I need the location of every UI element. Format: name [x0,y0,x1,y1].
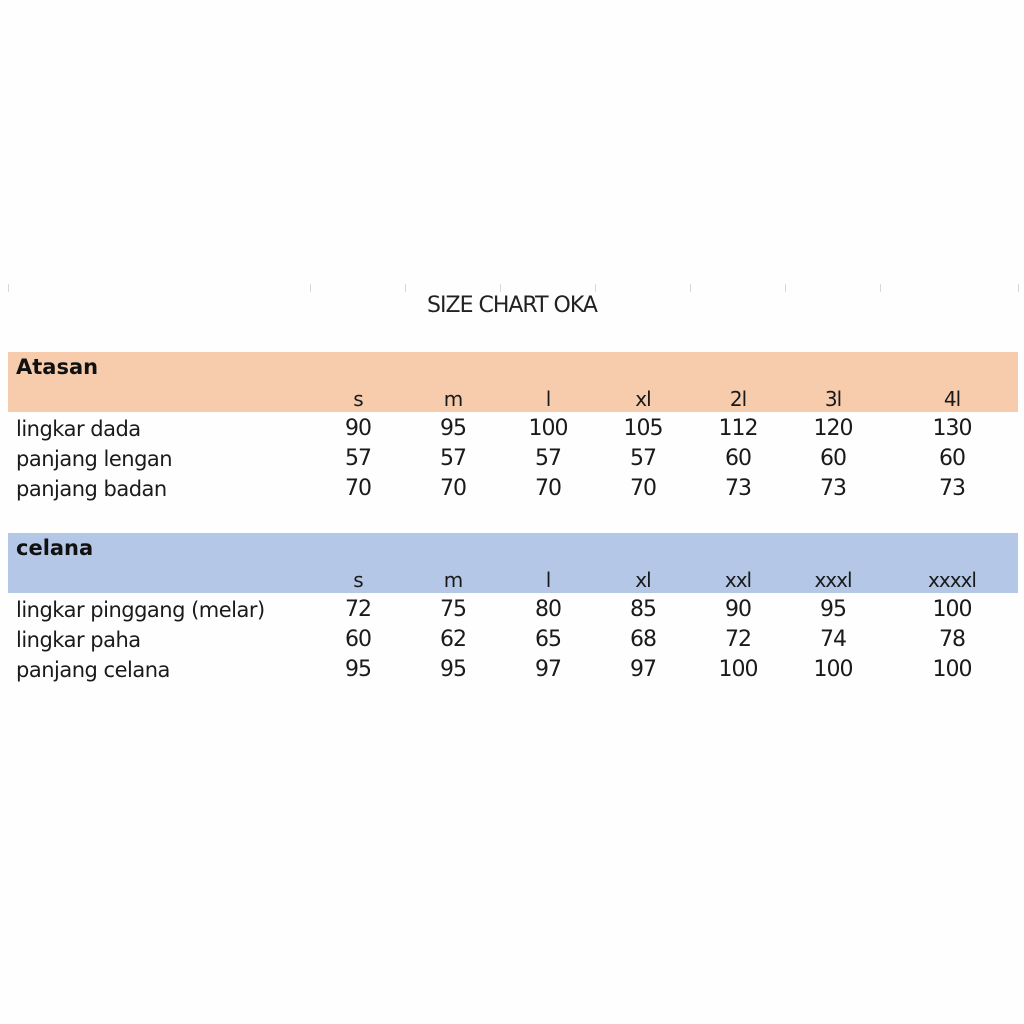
size-header: s [353,568,363,592]
table-cell: 73 [725,476,751,501]
table-cell: 57 [535,446,561,471]
table-cell: 90 [725,597,751,622]
table-row [8,595,1018,625]
table-row [8,474,1018,504]
table-cell: 78 [939,627,965,652]
table-cell: 100 [813,657,853,682]
size-header: 3l [824,387,842,411]
row-label: lingkar dada [16,417,141,441]
column-mark [8,284,9,292]
table-cell: 60 [725,446,751,471]
size-header: m [443,568,463,592]
table-cell: 57 [440,446,466,471]
table-cell: 80 [535,597,561,622]
table-cell: 105 [623,416,663,441]
table-cell: 97 [630,657,656,682]
row-label: panjang lengan [16,447,173,471]
table-cell: 100 [718,657,758,682]
size-header: 2l [729,387,747,411]
table-cell: 74 [820,627,846,652]
table-cell: 60 [345,627,371,652]
size-header: xxl [724,568,752,592]
column-mark [880,284,881,292]
table-cell: 100 [528,416,568,441]
row-label: panjang badan [16,477,167,501]
table-cell: 95 [345,657,371,682]
table-cell: 95 [440,416,466,441]
table-cell: 62 [440,627,466,652]
section-title: celana [16,536,94,560]
size-header: s [353,387,363,411]
table-cell: 75 [440,597,466,622]
table-cell: 90 [345,416,371,441]
table-cell: 68 [630,627,656,652]
column-mark [595,284,596,292]
size-header: 4l [943,387,961,411]
column-mark [690,284,691,292]
table-cell: 95 [440,657,466,682]
table-cell: 57 [345,446,371,471]
size-header: xxxxl [928,568,976,592]
table-cell: 120 [813,416,853,441]
size-header: l [545,568,551,592]
row-label: lingkar pinggang (melar) [16,598,265,622]
table-cell: 112 [718,416,758,441]
table-row [8,655,1018,685]
table-cell: 57 [630,446,656,471]
row-label: panjang celana [16,658,170,682]
table-cell: 72 [345,597,371,622]
table-row [8,444,1018,474]
column-mark [310,284,311,292]
table-cell: 100 [932,597,972,622]
size-header: xl [635,387,651,411]
celana-section [8,533,1018,683]
column-mark [500,284,501,292]
section-title: Atasan [16,355,99,379]
atasan-section [8,352,1018,502]
size-header: xxxl [814,568,852,592]
table-cell: 70 [535,476,561,501]
column-mark [405,284,406,292]
size-header: l [545,387,551,411]
table-cell: 70 [345,476,371,501]
size-header: xl [635,568,651,592]
table-cell: 70 [630,476,656,501]
table-cell: 60 [820,446,846,471]
table-cell: 100 [932,657,972,682]
column-mark [1018,284,1019,292]
table-row [8,414,1018,444]
table-row [8,625,1018,655]
table-cell: 97 [535,657,561,682]
size-header: m [443,387,463,411]
table-cell: 73 [820,476,846,501]
table-cell: 65 [535,627,561,652]
page-title: SIZE CHART OKA [427,293,597,318]
size-header-row [8,384,1018,414]
row-label: lingkar paha [16,628,141,652]
table-cell: 70 [440,476,466,501]
table-cell: 85 [630,597,656,622]
size-header-row [8,565,1018,595]
table-cell: 73 [939,476,965,501]
table-cell: 130 [932,416,972,441]
table-cell: 72 [725,627,751,652]
column-mark [785,284,786,292]
table-cell: 60 [939,446,965,471]
table-cell: 95 [820,597,846,622]
